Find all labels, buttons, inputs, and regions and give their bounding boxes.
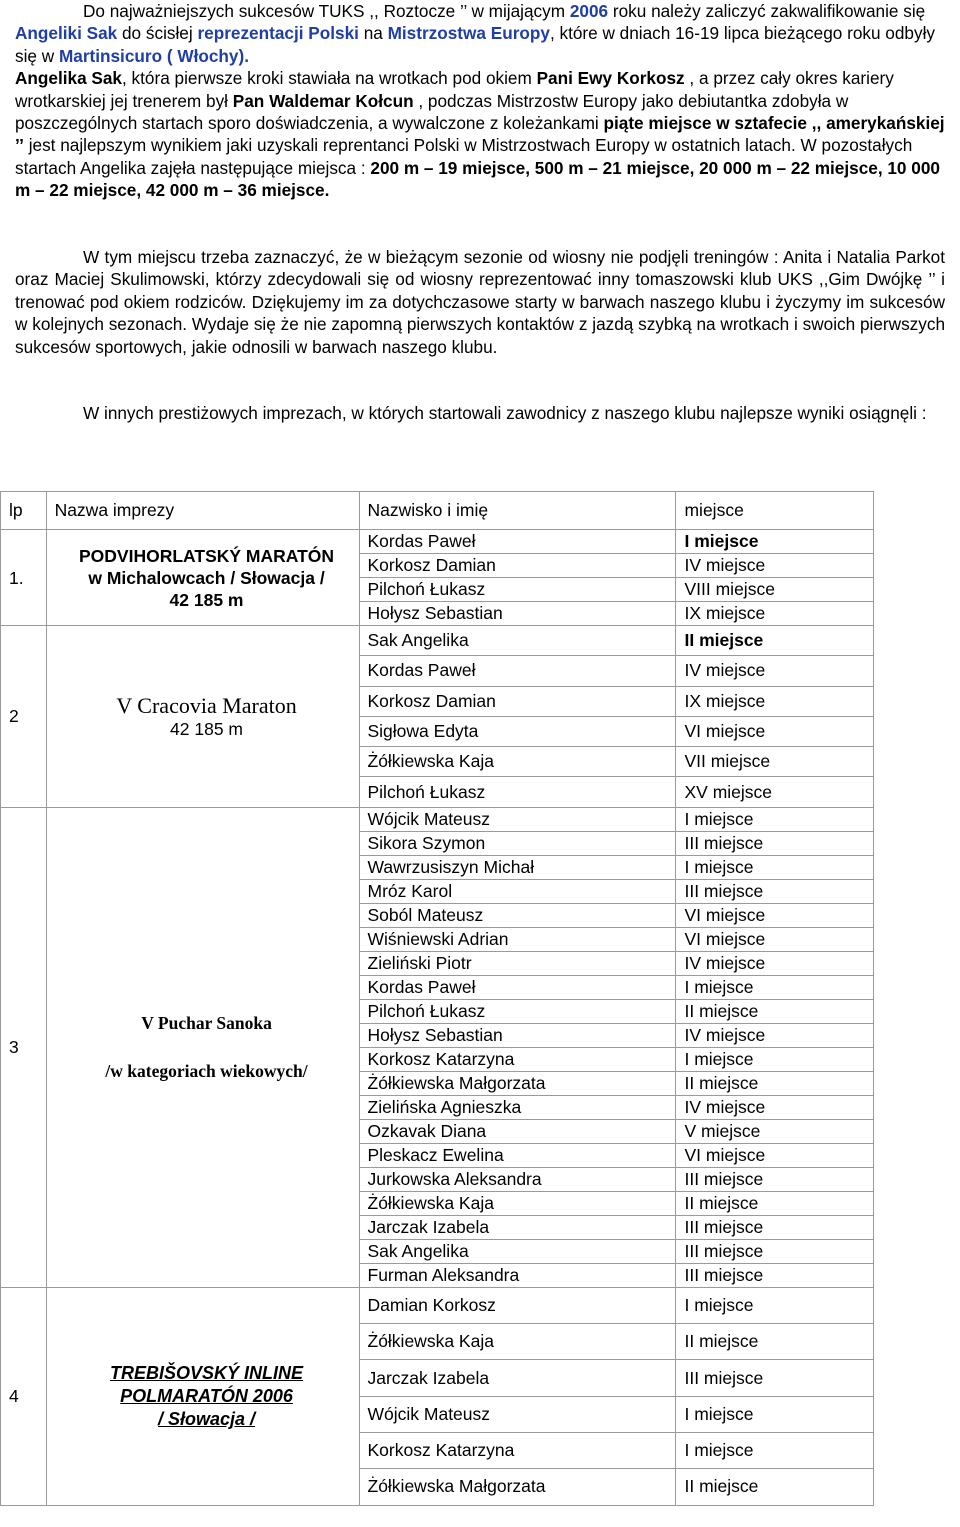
athlete-place: II miejsce [676, 626, 874, 656]
athlete-place: IX miejsce [676, 602, 874, 626]
event-name-line: w Michalowcach / Słowacja / [88, 567, 325, 588]
athlete-place: VII miejsce [676, 747, 874, 777]
athlete-place: III miejsce [676, 831, 874, 855]
event-number: 2 [1, 626, 47, 808]
athlete-name: Furman Aleksandra [359, 1263, 676, 1287]
athlete-place: I miejsce [676, 1396, 874, 1432]
athlete-name: Wójcik Mateusz [359, 807, 676, 831]
athlete-name: Żółkiewska Małgorzata [359, 1071, 676, 1095]
results-intro-paragraph: W innych prestiżowych imprezach, w których startowali zawodnicy z naszego klubu najlepsze wyniki osiągnęli : [83, 403, 927, 423]
athlete-place: I miejsce [676, 1287, 874, 1323]
athlete-place: III miejsce [676, 1215, 874, 1239]
athlete-place: II miejsce [676, 1191, 874, 1215]
event-name-line: TREBIŠOVSKÝ INLINE [110, 1362, 304, 1383]
athlete-name: Wawrzusiszyn Michał [359, 855, 676, 879]
event-name-line: V Puchar Sanoka [141, 1013, 272, 1034]
header-name: Nazwisko i imię [359, 492, 676, 530]
athlete-place: II miejsce [676, 999, 874, 1023]
athlete-name: Sak Angelika [359, 1239, 676, 1263]
athlete-name: Kordas Paweł [359, 656, 676, 686]
athlete-name: Żółkiewska Kaja [359, 747, 676, 777]
event-name-line: / Słowacja / [158, 1408, 256, 1429]
athlete-name: Mróz Karol [359, 879, 676, 903]
event-name-line: POLMARATÓN 2006 [120, 1385, 293, 1406]
athlete-name: Pilchoń Łukasz [359, 777, 676, 807]
athlete-name: Ozkavak Diana [359, 1119, 676, 1143]
athlete-name: Kordas Paweł [359, 975, 676, 999]
table-row [1, 807, 874, 831]
header-lp: lp [1, 492, 47, 530]
event-name-line: PODVIHORLATSKÝ MARATÓN [79, 545, 335, 566]
athlete-place: VI miejsce [676, 903, 874, 927]
season-paragraph: W tym miejscu trzeba zaznaczyć, że w bieżącym sezonie od wiosny nie podjęli treningów : Anita i Natalia Parkot oraz Maciej Skulimowski, którzy zdecydowali się od wiosny reprezentować inny tomaszowski klub UKS ,,Gim Dwójkę ’’ i trenować pod okiem rodziców. Dziękujemy im za dotychczasowe starty w barwach naszego klubu i życzymy im sukcesów w kolejnych sezonach. Wydaje się że nie zapomną pierwszych kontaktów z jazdą szybką na wrotkach i swoich pierwszych sukcesów sportowych, jakie odnosili w barwach naszego klubu. [15, 247, 945, 357]
athlete-place: VI miejsce [676, 716, 874, 746]
athlete-name: Korkosz Damian [359, 554, 676, 578]
athlete-name: Jarczak Izabela [359, 1360, 676, 1396]
athlete-name: Wójcik Mateusz [359, 1396, 676, 1432]
athlete-place: V miejsce [676, 1119, 874, 1143]
event-name-line: 42 185 m [170, 718, 244, 739]
event-number: 4 [1, 1287, 47, 1505]
event-name-line: /w kategoriach wiekowych/ [105, 1061, 308, 1082]
athlete-place: I miejsce [676, 807, 874, 831]
athlete-name: Sak Angelika [359, 626, 676, 656]
athlete-place: IV miejsce [676, 656, 874, 686]
athlete-name: Korkosz Damian [359, 686, 676, 716]
athlete-name: Żółkiewska Kaja [359, 1191, 676, 1215]
event-number: 1. [1, 530, 47, 626]
athlete-name: Soból Mateusz [359, 903, 676, 927]
athlete-name: Hołysz Sebastian [359, 602, 676, 626]
table-row [1, 530, 874, 554]
athlete-place: IX miejsce [676, 686, 874, 716]
athlete-place: III miejsce [676, 1263, 874, 1287]
athlete-name: Żółkiewska Małgorzata [359, 1469, 676, 1505]
event-name-line: 42 185 m [169, 589, 244, 610]
table-header-row [1, 492, 874, 530]
athlete-place: VI miejsce [676, 1143, 874, 1167]
athlete-place: III miejsce [676, 879, 874, 903]
athlete-place: II miejsce [676, 1071, 874, 1095]
athlete-place: IV miejsce [676, 1095, 874, 1119]
results-table [0, 491, 874, 1506]
athlete-place: VIII miejsce [676, 578, 874, 602]
athlete-place: II miejsce [676, 1469, 874, 1505]
athlete-name: Jarczak Izabela [359, 1215, 676, 1239]
athlete-place: IV miejsce [676, 951, 874, 975]
athlete-place: IV miejsce [676, 1023, 874, 1047]
athlete-place: I miejsce [676, 1432, 874, 1468]
athlete-name: Sigłowa Edyta [359, 716, 676, 746]
athlete-name: Sikora Szymon [359, 831, 676, 855]
athlete-place: I miejsce [676, 855, 874, 879]
athlete-name: Pleskacz Ewelina [359, 1143, 676, 1167]
table-row [1, 626, 874, 656]
athlete-name: Jurkowska Aleksandra [359, 1167, 676, 1191]
athlete-name: Kordas Paweł [359, 530, 676, 554]
athlete-place: I miejsce [676, 1047, 874, 1071]
event-name [46, 626, 359, 808]
table-row [1, 1287, 874, 1323]
athlete-place: III miejsce [676, 1167, 874, 1191]
athlete-name: Żółkiewska Kaja [359, 1324, 676, 1360]
header-place: miejsce [676, 492, 874, 530]
event-name [46, 530, 359, 626]
athlete-name: Korkosz Katarzyna [359, 1047, 676, 1071]
athlete-place: II miejsce [676, 1324, 874, 1360]
event-name-line: V Cracovia Maraton [116, 692, 297, 718]
athlete-name: Zielińska Agnieszka [359, 1095, 676, 1119]
athlete-name: Pilchoń Łukasz [359, 999, 676, 1023]
athlete-place: I miejsce [676, 975, 874, 999]
athlete-name: Korkosz Katarzyna [359, 1432, 676, 1468]
athlete-place: IV miejsce [676, 554, 874, 578]
athlete-place: VI miejsce [676, 927, 874, 951]
event-number: 3 [1, 807, 47, 1287]
athlete-place: III miejsce [676, 1360, 874, 1396]
athlete-name: Pilchoń Łukasz [359, 578, 676, 602]
athlete-name: Hołysz Sebastian [359, 1023, 676, 1047]
athlete-name: Zieliński Piotr [359, 951, 676, 975]
athlete-name: Wiśniewski Adrian [359, 927, 676, 951]
athlete-name: Damian Korkosz [359, 1287, 676, 1323]
event-name [46, 807, 359, 1287]
athlete-place: XV miejsce [676, 777, 874, 807]
athlete-place: I miejsce [676, 530, 874, 554]
athlete-place: III miejsce [676, 1239, 874, 1263]
header-event: Nazwa imprezy [46, 492, 359, 530]
event-name [46, 1287, 359, 1505]
intro-paragraph: Do najważniejszych sukcesów TUKS ,, Roztocze ’’ w mijającym 2006 roku należy zaliczyć zakwalifikowanie się Angeliki Sak do ścisłej reprezentacji Polski na Mistrzostwa Europy, które w dniach 16-19 lipca bieżącego roku odbyły się w Martinsicuro ( Włochy). Angelika Sak, która pierwsze kroki stawiała na wrotkach pod okiem Pani Ewy Korkosz , a przez cały okres kariery wrotkarskiej jej trenerem był Pan Waldemar Kołcun , podczas Mistrzostw Europy jako debiutantka zdobyła w poszczególnych startach sporo doświadczenia, a wywalczone z koleżankami piąte miejsce w sztafecie ,, amerykańskiej ’’ jest najlepszym wynikiem jaki uzyskali reprentanci Polski w Mistrzostwach Europy w ostatnich latach. W pozostałych startach Angelika zajęła następujące miejsca : 200 m – 19 miejsce, 500 m – 21 miejsce, 20 000 m – 22 miejsce, 10 000 m – 22 miejsce, 42 000 m – 36 miejsce. [15, 1, 945, 201]
